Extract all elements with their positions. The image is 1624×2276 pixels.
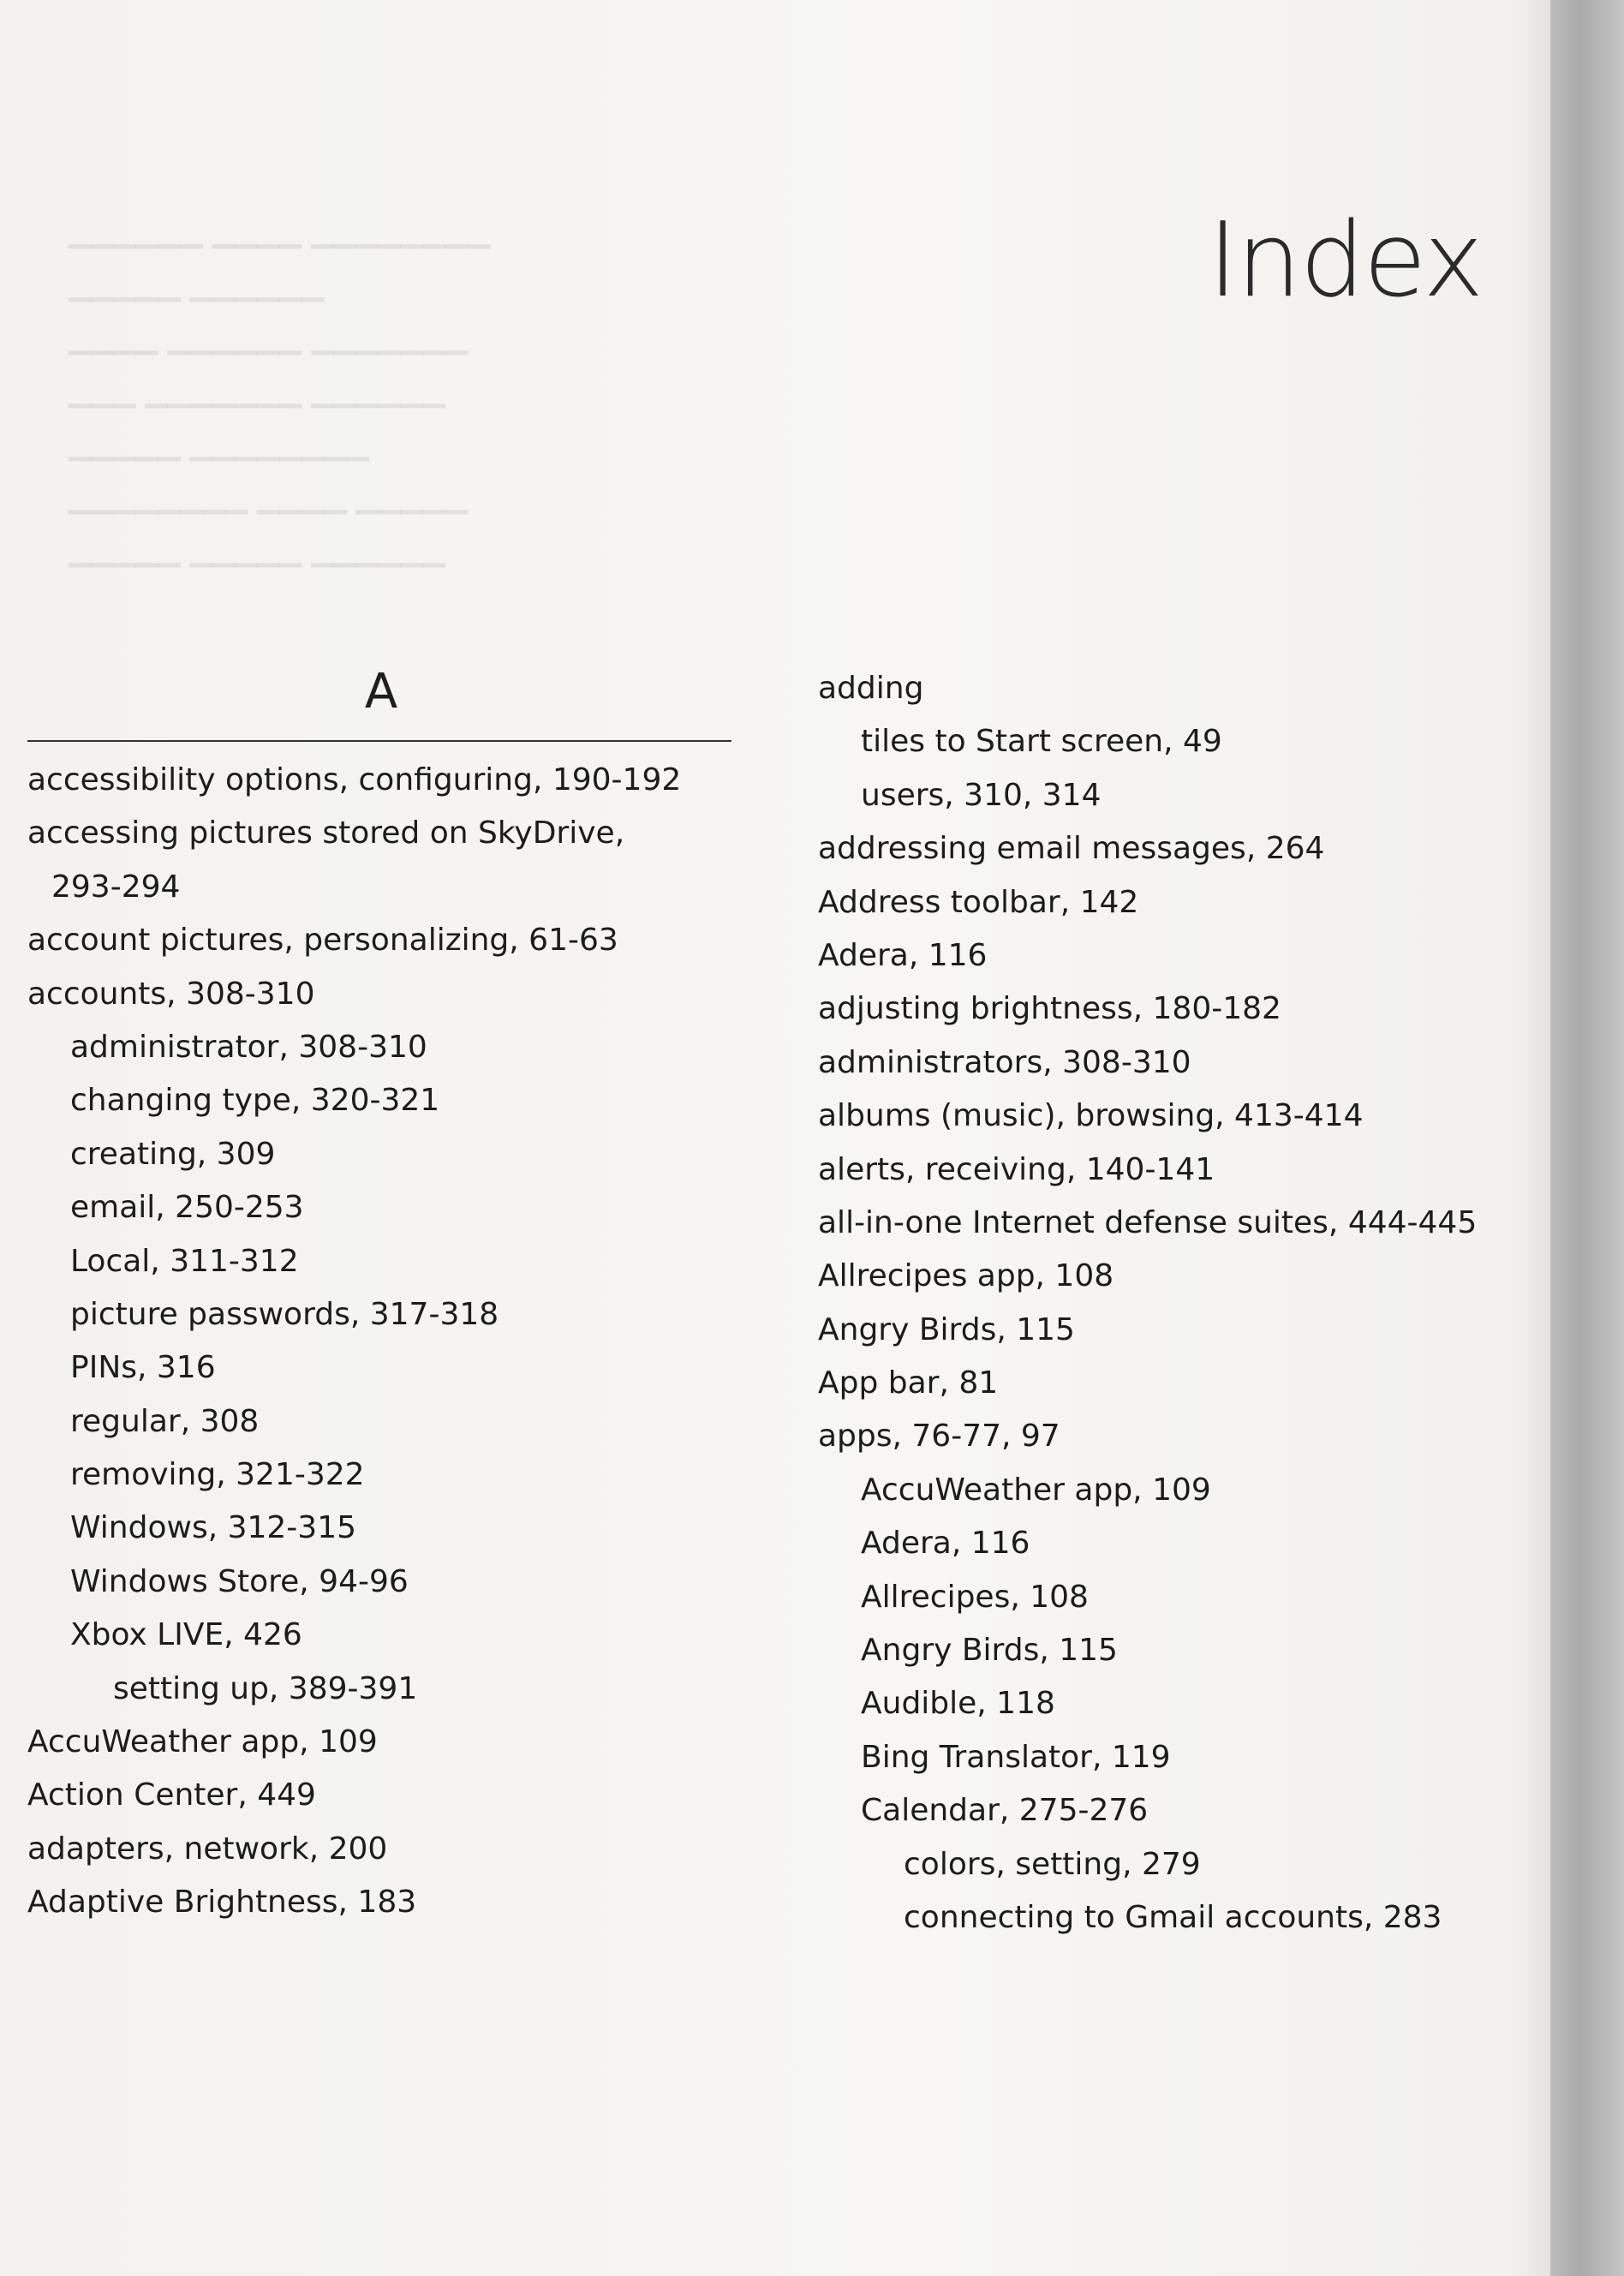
index-entry: PINs, 316 [70, 1350, 216, 1386]
index-entry: alerts, receiving, 140-141 [818, 1151, 1215, 1187]
index-entry: accounts, 308-310 [27, 976, 315, 1012]
index-entry: administrators, 308-310 [818, 1044, 1191, 1080]
index-entry: users, 310, 314 [861, 777, 1102, 813]
page-title: Index [1208, 201, 1483, 320]
index-entry: removing, 321-322 [70, 1457, 365, 1493]
index-column-left [27, 754, 738, 1930]
index-entry: changing type, 320-321 [70, 1083, 440, 1119]
index-entry: Angry Birds, 115 [861, 1633, 1118, 1669]
index-entry: administrator, 308-310 [70, 1029, 427, 1065]
index-entry: 293-294 [51, 869, 181, 905]
index-entry: Windows Store, 94-96 [70, 1563, 409, 1599]
index-entry: Audible, 118 [861, 1686, 1055, 1722]
index-entry: AccuWeather app, 109 [27, 1724, 378, 1760]
index-entry: Adera, 116 [861, 1526, 1030, 1562]
index-entry: adjusting brightness, 180-182 [818, 991, 1281, 1027]
index-column-right [818, 662, 1503, 1944]
index-entry: Calendar, 275-276 [861, 1793, 1149, 1829]
section-divider [27, 740, 731, 742]
index-entry: colors, setting, 279 [904, 1846, 1201, 1882]
index-entry: tiles to Start screen, 49 [861, 724, 1222, 760]
index-entry: account pictures, personalizing, 61-63 [27, 923, 618, 959]
index-entry: apps, 76-77, 97 [818, 1419, 1060, 1455]
index-entry: addressing email messages, 264 [818, 831, 1325, 867]
index-entry: accessibility options, configuring, 190-192 [27, 762, 682, 797]
index-entry: email, 250-253 [70, 1190, 304, 1226]
page-gutter-shadow [1516, 0, 1550, 2276]
index-entry: Local, 311-312 [70, 1243, 299, 1279]
index-entry: Address toolbar, 142 [818, 884, 1139, 920]
show-through-texture: ▁▁▁▁▁▁▁▁ ▁▁▁▁ ▁▁▁▁▁▁ ▁▁▁▁▁▁ ▁▁▁▁▁ ▁▁▁▁▁▁▁ ▁▁▁▁▁▁ ▁▁▁▁ ▁▁▁▁▁▁ ▁▁▁▁▁▁▁ ▁▁▁ ▁▁▁▁▁▁▁▁ ▁▁▁▁▁ ▁▁▁▁▁ ▁▁▁▁ ▁▁▁▁▁▁▁▁ ▁▁▁▁▁▁ ▁▁▁▁▁ ▁▁▁▁▁ [69, 215, 491, 568]
index-entry: albums (music), browsing, 413-414 [818, 1098, 1364, 1134]
index-entry: Windows, 312-315 [70, 1510, 357, 1546]
index-entry: Action Center, 449 [27, 1777, 316, 1813]
index-entry: Bing Translator, 119 [861, 1739, 1171, 1775]
index-entry: setting up, 389-391 [113, 1670, 418, 1706]
index-entry: adding [818, 671, 924, 706]
index-entry: Allrecipes app, 108 [818, 1258, 1114, 1294]
index-entry: adapters, network, 200 [27, 1831, 388, 1867]
index-entry: picture passwords, 317-318 [70, 1296, 499, 1332]
index-entry: Allrecipes, 108 [861, 1579, 1089, 1615]
index-entry: connecting to Gmail accounts, 283 [904, 1899, 1442, 1935]
index-entry: App bar, 81 [818, 1365, 999, 1401]
index-entry: AccuWeather app, 109 [861, 1472, 1211, 1508]
index-entry: Xbox LIVE, 426 [70, 1617, 302, 1653]
index-entry: Adaptive Brightness, 183 [27, 1885, 417, 1921]
index-entry: regular, 308 [70, 1403, 260, 1439]
page-edge [1550, 0, 1624, 2276]
index-entry: creating, 309 [70, 1136, 276, 1172]
index-entry: accessing pictures stored on SkyDrive, [27, 815, 625, 851]
index-entry: all-in-one Internet defense suites, 444-445 [818, 1204, 1478, 1240]
section-letter-heading: A [364, 664, 398, 720]
index-entry: Adera, 116 [818, 937, 988, 973]
index-entry: Angry Birds, 115 [818, 1311, 1075, 1347]
